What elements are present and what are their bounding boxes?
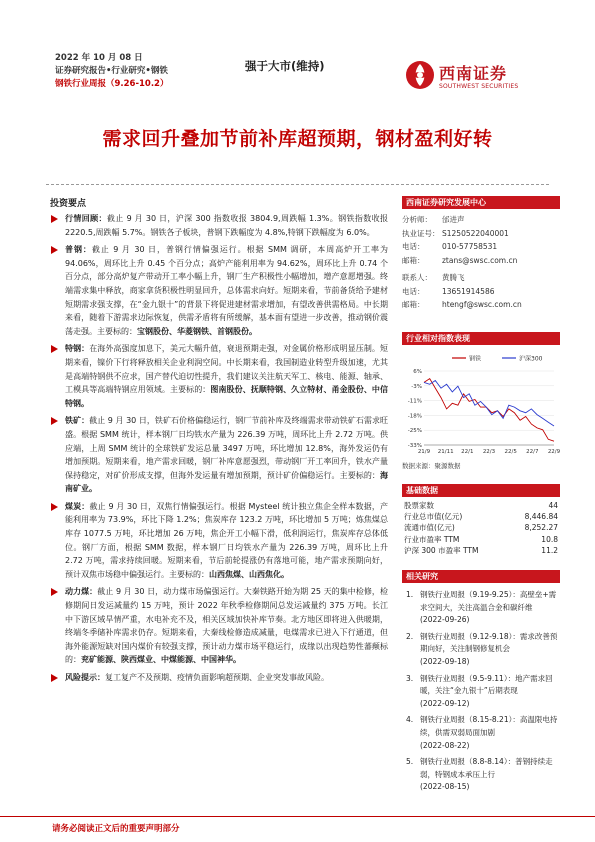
bullet-head: 铁矿： — [65, 416, 90, 426]
bullet-head: 普钢： — [65, 245, 92, 255]
x-tick-label: 22/5 — [504, 449, 517, 455]
basic-data — [402, 484, 560, 556]
x-tick-label: 21/9 — [417, 449, 431, 455]
bullet-head: 煤炭： — [65, 501, 90, 511]
logo-cn: 西南证券 — [439, 64, 508, 83]
bullet-arrow-icon — [51, 588, 58, 596]
basic-label: 行业市盈率 TTM — [404, 534, 460, 544]
bullet-stocks: 海南矿业。 — [65, 470, 388, 494]
bullet-text: 截止 9 月 30 日，铁矿石价格偏稳运行，钢厂节前补库及终端需求带动铁矿石需求旺盛。根据 SMM 统计，样本钢厂日均铁水产量为 226.39 万吨，周环比上升 2.72 万吨。供应端，上周 SMM 统计的全球铁矿发运总量 3497 万吨，环比增加 12.8%，海外发运仍有增加预期。短期来看，地产需求回暖，钢厂补库意愿强烈，带动钢厂开工率回升，铁水产量保持稳定，对矿价形成支撑，但海外发运量有增加预期，预计矿价偏稳运行。主要标的： — [65, 416, 388, 480]
company-logo — [405, 60, 575, 100]
summary-list — [48, 212, 388, 689]
basic-value: 44 — [548, 501, 558, 510]
related-date: (2022-08-22) — [420, 740, 470, 750]
bullet-arrow-icon — [51, 345, 58, 353]
footer-note: 请务必阅读正文后的重要声明部分 — [52, 824, 180, 834]
report-weekly: 钢铁行业周报（9.26-10.2） — [55, 79, 169, 89]
bullet-arrow-icon — [51, 503, 58, 511]
related-text: 钢铁行业周报（9.19-9.25）：高壁垒+需求空间大，关注高温合金和碳纤维 — [420, 590, 557, 612]
summary-item — [48, 500, 388, 582]
basic-row — [404, 534, 558, 545]
y-tick-label: -3% — [411, 383, 422, 390]
related-date: (2022-09-12) — [420, 698, 470, 708]
related-text: 钢铁行业周报（8.15-8.21）：高温限电持续，供需双弱局面加剧 — [420, 715, 558, 737]
x-tick-label: 22/9 — [547, 449, 560, 455]
related-date: (2022-08-15) — [420, 782, 470, 792]
related-date: (2022-09-26) — [420, 615, 470, 625]
bullet-stocks: 图南股份、抚顺特钢、久立特材、甬金股份、中信特钢。 — [65, 385, 389, 408]
basic-label: 沪深 300 市盈率 TTM — [404, 545, 479, 555]
basic-row — [404, 511, 558, 522]
logo-en: SOUTHWEST SECURITIES — [439, 83, 519, 90]
report-date: 2022 年 10 月 08 日 — [55, 53, 143, 63]
related-text: 钢铁行业周报（9.5-9.11）：地产需求回暖，关注“金九银十”后期表现 — [420, 673, 553, 696]
summary-title: 投资要点 — [50, 199, 87, 209]
basic-label: 流通市值(亿元) — [404, 523, 455, 533]
y-tick-label: -25% — [407, 428, 422, 435]
relative-index-chart — [402, 349, 560, 459]
y-tick-label: -11% — [407, 398, 422, 405]
logo-icon — [405, 60, 435, 90]
related-text: 钢铁行业周报（9.12-9.18）：需求改善预期向好，关注制钢修复机会 — [420, 631, 558, 654]
related-item[interactable] — [406, 631, 560, 669]
y-tick-label: -18% — [407, 413, 422, 420]
contact-tel: 13651914586 — [442, 286, 495, 296]
basic-rows — [402, 500, 560, 556]
bullet-text: 截止 9 月 30 日，沪深 300 指数收报 3804.9,周跌幅 1.3%。钢铁指数收报 2220.5,周跌幅 5.7%。钢铁各子板块，普钢下跌幅度为 4.8%,特钢下跌幅度为 6.0%。 — [65, 214, 389, 237]
bullet-arrow-icon — [51, 246, 58, 254]
y-tick-label: 6% — [413, 369, 422, 375]
basic-label: 股票家数 — [404, 501, 434, 510]
report-type: 证券研究报告•行业研究•钢铁 — [55, 66, 168, 76]
basic-bar: 基础数据 — [402, 484, 560, 497]
x-tick-label: 22/3 — [482, 449, 496, 455]
basic-value: 10.8 — [541, 534, 558, 544]
chart-source: 数据来源：聚源数据 — [402, 462, 461, 470]
bullet-text: 截止 9 月 30 日，双焦行情偏强运行。根据 Mysteel 统计独立焦企全样本数据，产能利用率为 73.9%，环比下降 1.2%；焦炭库存 123.2 万吨，环比增加 5 万吨；炼焦煤总库存 1077.5 万吨，环比增加 26 万吨，焦企开工小幅下滑，低利润运行，焦炭库存总体低位。钢厂方面，根据 SMM 数据，样本钢厂日均铁水产量为 226.39 万吨，周环比上升 2.72 万吨，需求持续回暖。短期来看，节后前轮提涨仍有落地可能，地产需求预期向好，预计双焦市场稳中偏强运行。主要标的： — [65, 501, 388, 579]
related-num: 3. — [406, 673, 414, 683]
analyst-name: 邰进声 — [442, 215, 465, 224]
related-num: 1. — [406, 590, 414, 599]
contact-name: 黄腾飞 — [442, 273, 465, 282]
bullet-head: 特钢： — [65, 344, 90, 354]
bullet-head: 行情回顾： — [65, 214, 107, 223]
bullet-head: 风险提示： — [65, 673, 105, 682]
x-tick-label: 22/7 — [526, 449, 539, 455]
page-title: 需求回升叠加节前补库超预期，钢材盈利好转 — [102, 128, 493, 150]
bullet-arrow-icon — [51, 417, 58, 425]
research-bar: 西南证券研究发展中心 — [402, 196, 560, 209]
summary-item — [48, 414, 388, 496]
bullet-head: 动力煤： — [65, 587, 98, 597]
summary-item — [48, 342, 388, 410]
chart-bar: 行业相对指数表现 — [402, 332, 560, 345]
related-item[interactable] — [406, 673, 560, 711]
chart-section — [402, 332, 560, 470]
summary-item — [48, 212, 388, 239]
related-num: 5. — [406, 757, 414, 767]
header-left — [55, 52, 168, 91]
bullet-stocks: 兖矿能源、陕西煤业、中煤能源、中国神华。 — [81, 655, 241, 665]
basic-value: 8,252.27 — [524, 523, 558, 533]
basic-value: 11.2 — [541, 545, 558, 555]
bullet-text: 截止 9 月 30 日，普钢行情偏强运行。根据 SMM 调研，本周高炉开工率为 94.06%，周环比上升 0.45 个百分点；高炉产能利用率为 94.62%，周环比上升 0.74 个百分点，部分高炉复产带动开工率小幅上升，钢厂生产积极性小幅增加，增产意愿增强。终端需求集中释放，商家拿货积极性明显回升，总体需求向好。短期来看，节前备货给予建材短期需求强支撑，在“金九银十”的背景下将促进建材需求增加，有望改善供需格局。中长期来看，随着下游需求边际恢复，供需矛盾将有所缓解，基本面有望进一步改善，推动钢价震荡走强。主要标的： — [65, 245, 388, 336]
basic-label: 行业总市值(亿元) — [404, 512, 463, 522]
legend-label: 钢铁 — [469, 355, 482, 363]
footer-rule — [0, 816, 595, 817]
related-item[interactable] — [406, 714, 560, 752]
analyst-mail[interactable]: ztans@swsc.com.cn — [442, 255, 518, 265]
related-item[interactable] — [406, 589, 560, 627]
bullet-stocks: 山西焦煤、山西焦化。 — [209, 569, 289, 579]
related-item[interactable] — [406, 756, 560, 794]
bullet-arrow-icon — [51, 215, 58, 223]
related-research — [402, 570, 560, 798]
bullet-text: 复工复产不及预期、疫情负面影响超预期、企业突发事故风险。 — [105, 673, 329, 682]
y-tick-label: -33% — [407, 443, 422, 449]
bullet-arrow-icon — [51, 674, 58, 682]
basic-row — [404, 522, 558, 533]
summary-item — [48, 671, 388, 685]
bullet-text: 在海外高强度加息下，美元大幅升值，衰退预期走强，对金属价格形成明显压制。短期来看，镍价下行将释放相关企业利润空间。中长期来看，我国制造业转型升级加速，尤其是高端特钢供不应求，国产替代迫切性提升，我们建议关注航天军工、核电、能源、轴承、工模具等高端特钢应用领域。主要标的： — [65, 344, 388, 395]
series-line — [424, 379, 554, 442]
analyst-tel: 010-57758531 — [442, 242, 498, 251]
bullet-text: 截止 9 月 30 日，动力煤市场偏强运行。大秦铁路开始为期 25 天的集中检修，检修期间日发运减量约 15 万吨，预计 2022 年秋季检修期间总发运减量约 375 万吨。长江中下游区域旱情严重，水电补充不及，相关区域加快补库节奏。北方地区即将进入供暖期，终端冬季储补库需求仍存。短期来看，大秦线检修造成减量，电煤需求已进入下行通道，但海外能源短缺对国内煤价有较强支撑，预计动力煤市场平稳运行，成缘以出现趋势性蕃颠标的： — [65, 587, 388, 665]
related-bar: 相关研究 — [402, 570, 560, 583]
analyst-cert: S1250522040001 — [442, 228, 509, 238]
summary-item — [48, 243, 388, 338]
divider — [46, 184, 549, 185]
x-tick-label: 22/1 — [461, 449, 474, 455]
related-list — [402, 589, 560, 794]
research-contact: 西南证券研究发展中心 分析师： 邰进声 执业证号： S1250522040001 电话： 010-57758531 邮箱： ztans@swsc.com.cn 联系人： 黄腾飞 电话： 13651914586 邮箱： htengf@swsc.com.cn — [402, 196, 560, 312]
related-num: 2. — [406, 631, 414, 641]
summary-item — [48, 585, 388, 667]
x-tick-label: 21/11 — [437, 449, 454, 455]
basic-value: 8,446.84 — [524, 512, 558, 522]
contact-mail[interactable]: htengf@swsc.com.cn — [442, 300, 522, 309]
related-text: 钢铁行业周报（8.8-8.14）：普钢持续走弱，特钢成本承压上行 — [420, 757, 553, 779]
rating: 强于大市(维持) — [245, 59, 325, 73]
basic-row — [404, 500, 558, 511]
basic-row — [404, 545, 558, 556]
legend-label: 沪深300 — [519, 355, 543, 363]
related-num: 4. — [406, 715, 414, 725]
related-date: (2022-09-18) — [420, 656, 470, 666]
bullet-stocks: 宝钢股份、华菱钢铁、首钢股份。 — [137, 326, 257, 336]
